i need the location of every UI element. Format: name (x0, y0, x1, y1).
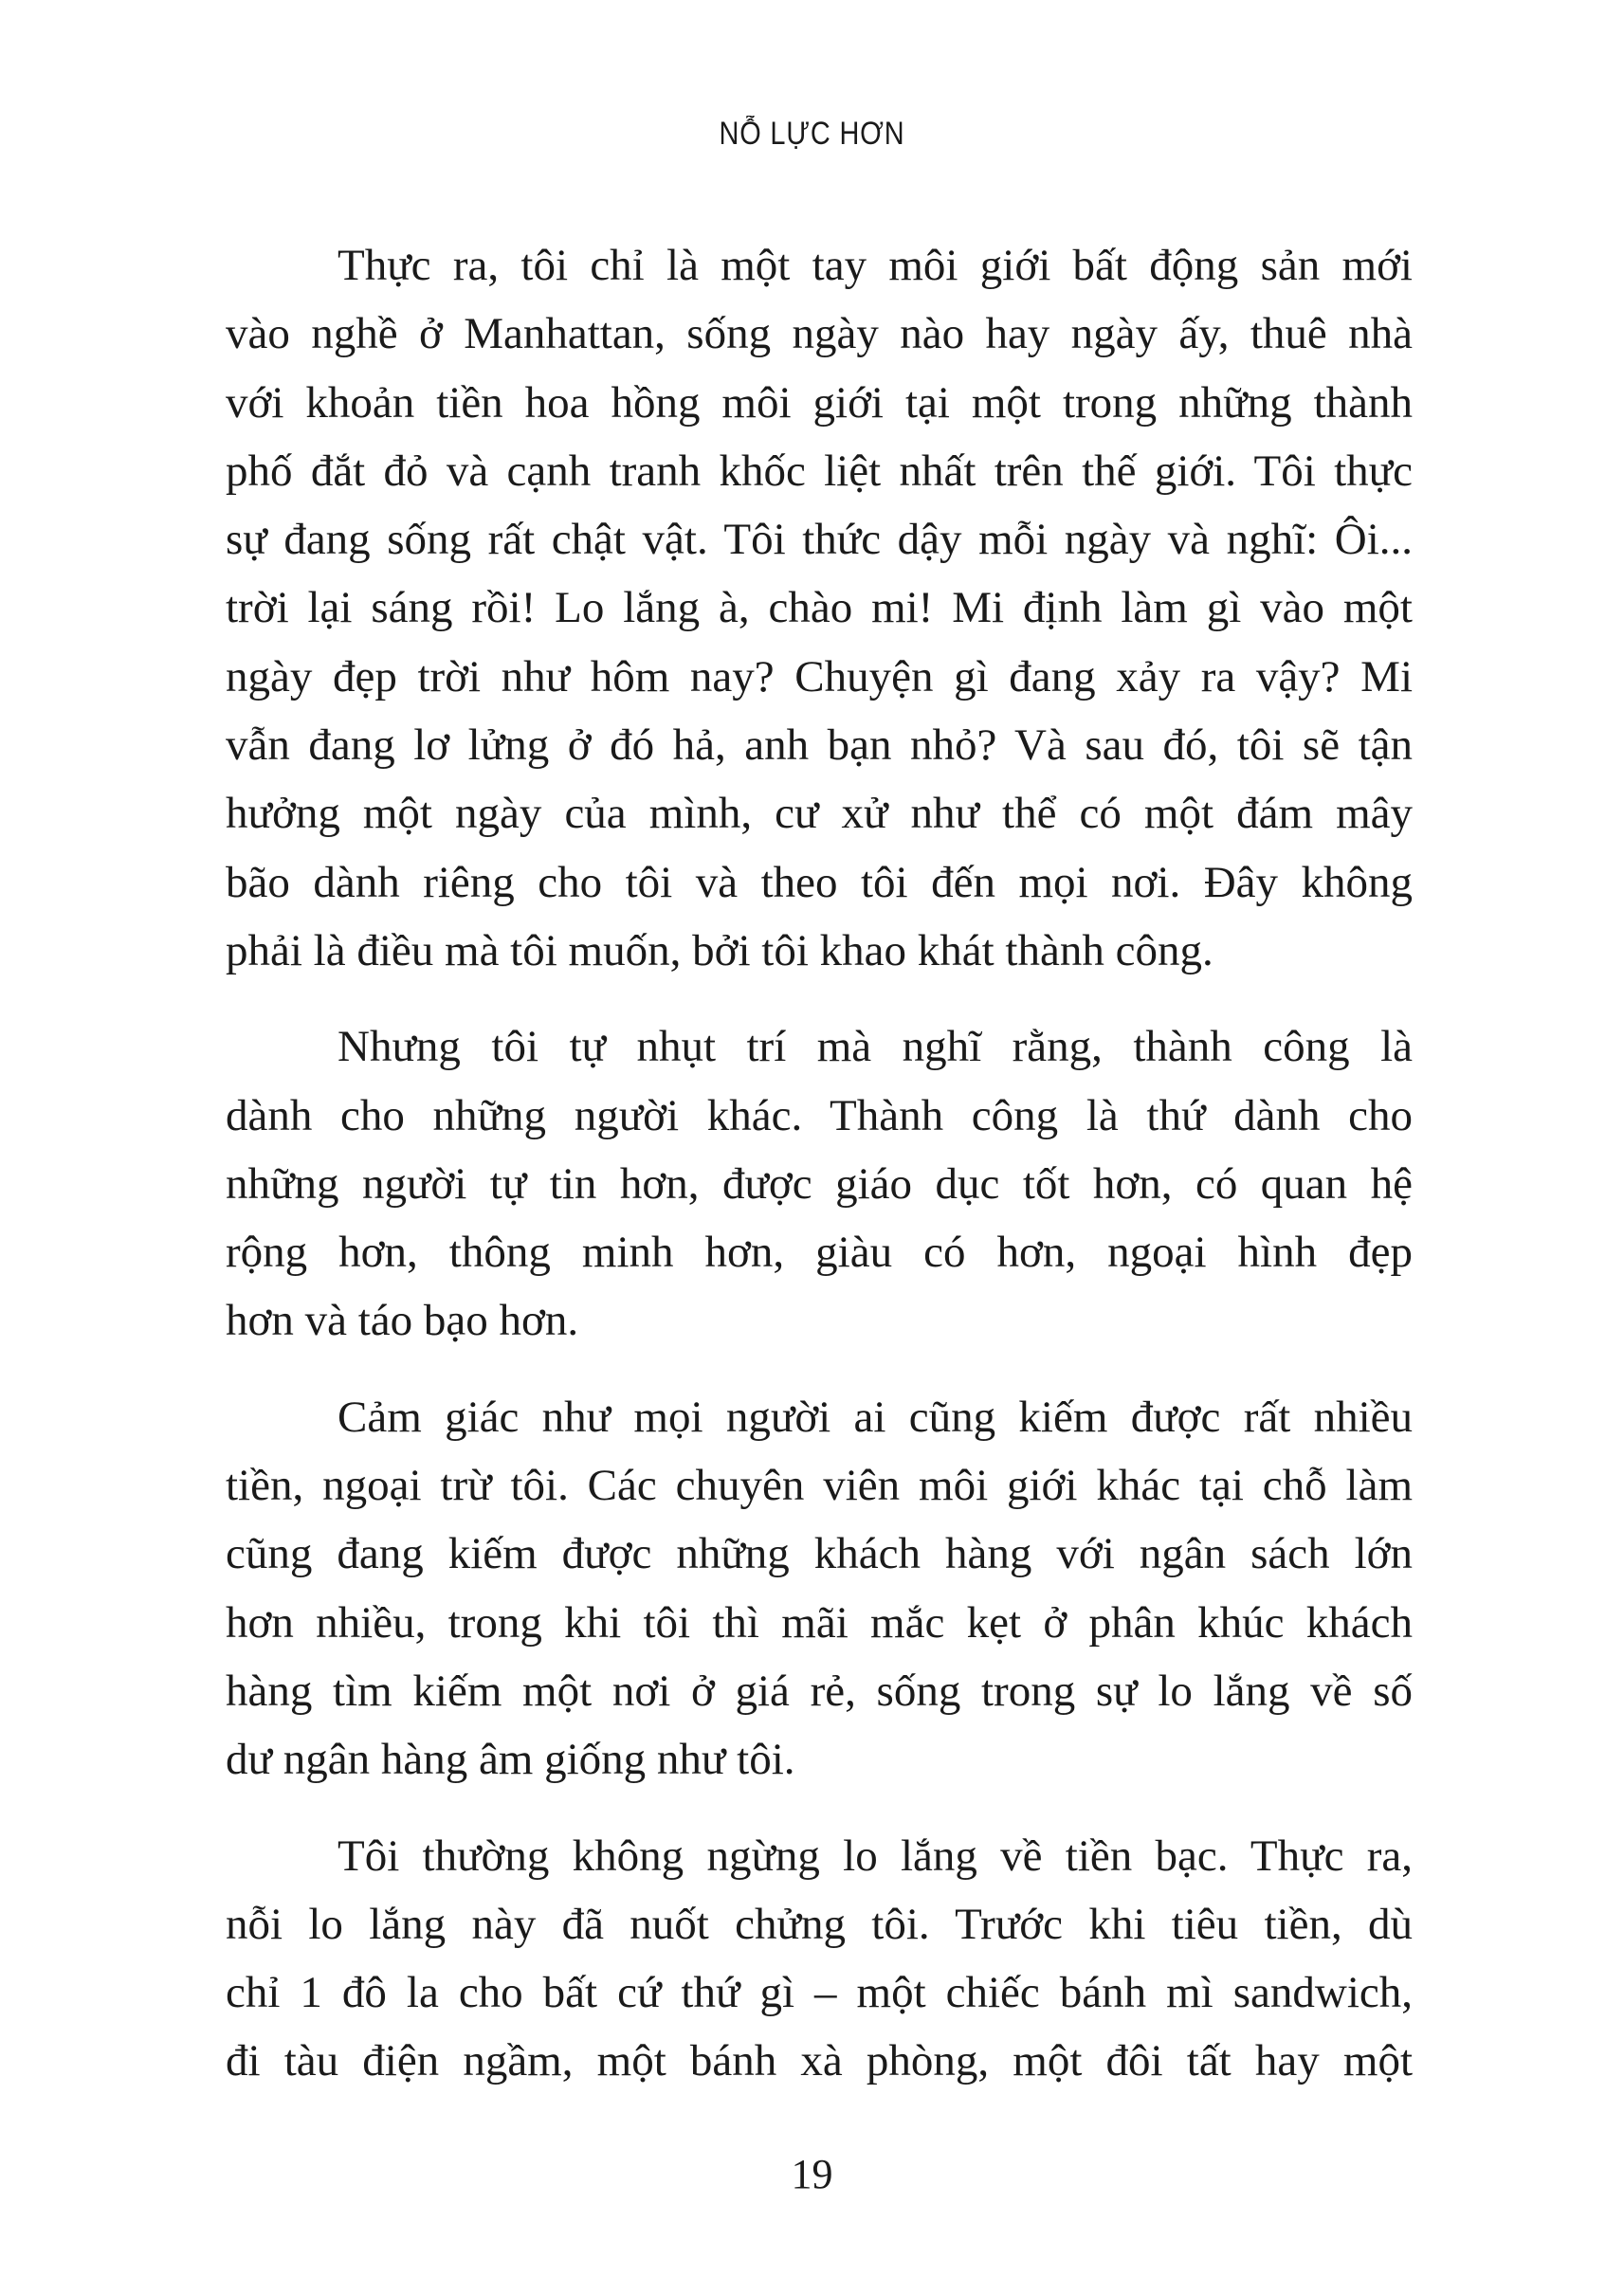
text-line: rộng hơn, thông minh hơn, giàu có hơn, ngoại hình đẹp (226, 1228, 1413, 1278)
text-line: bão dành riêng cho tôi và theo tôi đến mọi nơi. Đây không (226, 857, 1413, 907)
text-line: Thực ra, tôi chỉ là một tay môi giới bất động sản mới (338, 241, 1413, 290)
text-line: những người tự tin hơn, được giáo dục tốt hơn, có quan hệ (226, 1158, 1413, 1209)
text-line: trời lại sáng rồi! Lo lắng à, chào mi! Mi định làm gì vào một (226, 583, 1413, 633)
text-line: dành cho những người khác. Thành công là thứ dành cho (226, 1090, 1413, 1140)
text-line: vẫn đang lơ lửng ở đó hả, anh bạn nhỏ? Và sau đó, tôi sẽ tận (226, 720, 1413, 771)
text-line: ngày đẹp trời như hôm nay? Chuyện gì đang xảy ra vậy? Mi (226, 651, 1413, 701)
paragraph (226, 1822, 1413, 2096)
text-line: chỉ 1 đô la cho bất cứ thứ gì – một chiếc bánh mì sandwich, (226, 1968, 1413, 2018)
running-header: NỖ LỰC HƠN (719, 116, 905, 152)
text-line: tiền, ngoại trừ tôi. Các chuyên viên môi giới khác tại chỗ làm (226, 1461, 1413, 1511)
paragraph (226, 231, 1413, 985)
text-line: hưởng một ngày của mình, cư xử như thể có một đám mây (226, 789, 1413, 839)
text-line: Nhưng tôi tự nhụt trí mà nghĩ rằng, thành công là (338, 1022, 1413, 1072)
text-line: hơn và táo bạo hơn. (226, 1296, 579, 1346)
text-line: hàng tìm kiếm một nơi ở giá rẻ, sống trong sự lo lắng về số (226, 1666, 1413, 1716)
text-line: hơn nhiều, trong khi tôi thì mãi mắc kẹt ở phân khúc khách (226, 1597, 1413, 1648)
body-text (226, 231, 1413, 2123)
text-line: phải là điều mà tôi muốn, bởi tôi khao khát thành công. (226, 925, 1213, 975)
text-line: cũng đang kiếm được những khách hàng với ngân sách lớn (226, 1529, 1413, 1579)
paragraph (226, 1012, 1413, 1355)
text-line: với khoản tiền hoa hồng môi giới tại một trong những thành (226, 377, 1413, 428)
text-line: dư ngân hàng âm giống như tôi. (226, 1735, 795, 1785)
text-line: sự đang sống rất chật vật. Tôi thức dậy mỗi ngày và nghĩ: Ôi... (226, 515, 1413, 565)
page-number: 19 (791, 2151, 833, 2197)
text-line: nỗi lo lắng này đã nuốt chửng tôi. Trước khi tiêu tiền, dù (226, 1899, 1413, 1949)
paragraph (226, 1383, 1413, 1794)
text-line: đi tàu điện ngầm, một bánh xà phòng, một đôi tất hay một (226, 2036, 1413, 2086)
text-line: Tôi thường không ngừng lo lắng về tiền bạc. Thực ra, (338, 1831, 1413, 1881)
text-line: phố đắt đỏ và cạnh tranh khốc liệt nhất trên thế giới. Tôi thực (226, 446, 1413, 496)
text-line: vào nghề ở Manhattan, sống ngày nào hay ngày ấy, thuê nhà (226, 309, 1413, 359)
text-line: Cảm giác như mọi người ai cũng kiếm được rất nhiều (338, 1392, 1413, 1442)
